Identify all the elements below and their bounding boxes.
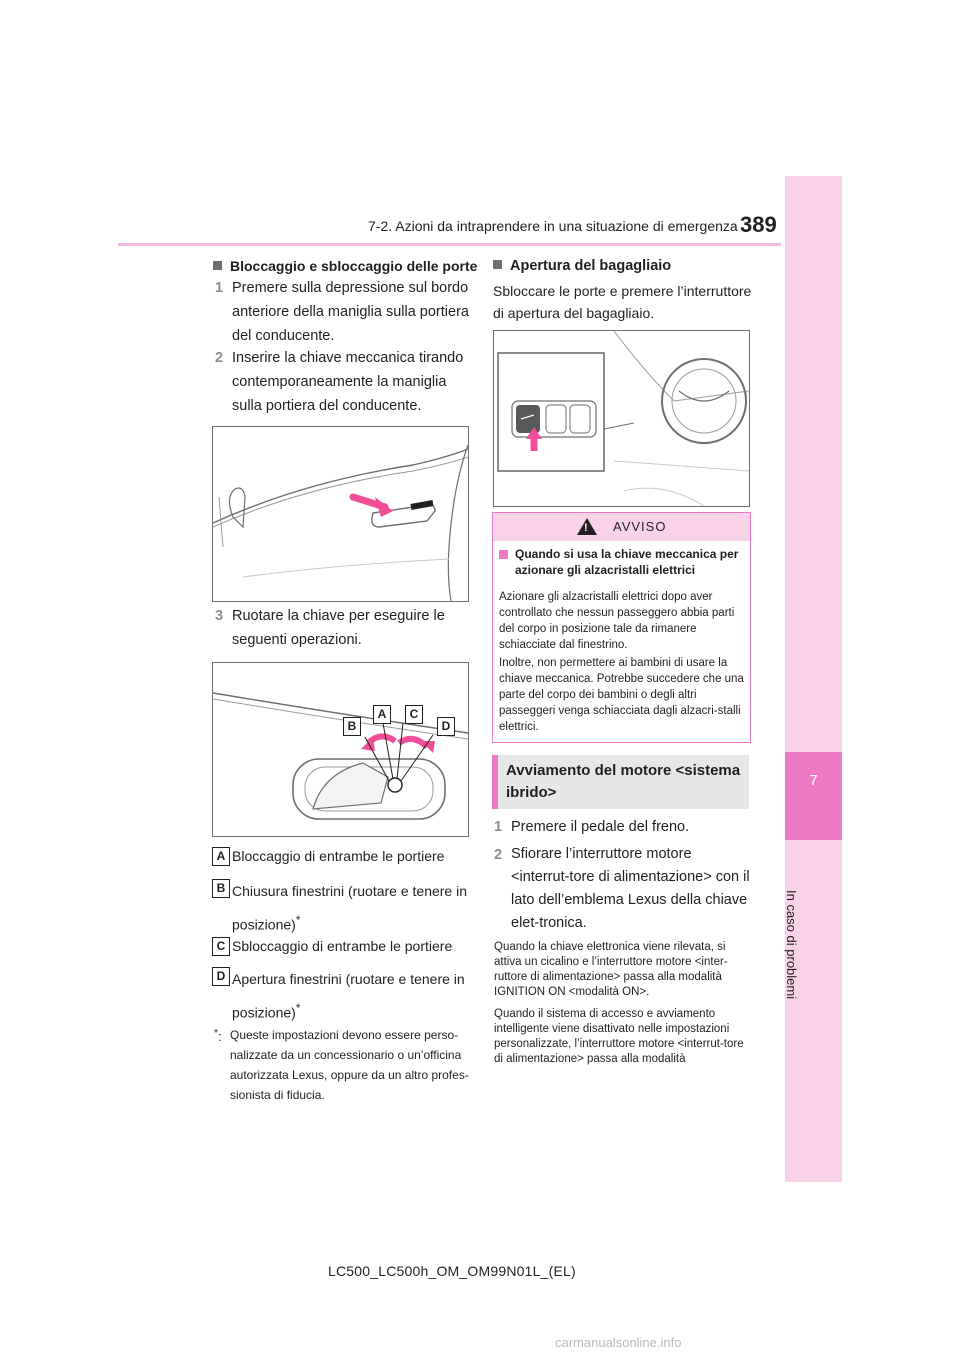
left-heading xyxy=(213,258,477,274)
warning-subheading: Quando si usa la chiave meccanica per azionare gli alzacristalli elettrici xyxy=(515,547,739,577)
step-number: 1 xyxy=(494,819,503,835)
step-text: Premere sulla depressione sul bordo anteriore della maniglia sulla portiera del conducente. xyxy=(232,280,469,344)
trunk-opener-illustration xyxy=(493,330,750,507)
header-rule xyxy=(118,243,781,246)
legend-badge: D xyxy=(212,967,230,986)
key-rotation-illustration xyxy=(212,662,469,837)
step-text: Premere il pedale del freno. xyxy=(511,819,690,835)
footnote-colon: : xyxy=(218,1030,222,1045)
door-handle-illustration xyxy=(212,426,469,602)
exclamation-icon: ! xyxy=(584,522,588,534)
note-paragraph: Quando il sistema di accesso e avviamento intelligente viene disattivato nelle impostazioni personalizzate, l’interruttore motore <interrut-tore di alimentazione> passa alla modalità xyxy=(494,1008,744,1065)
trunk-intro-text: Sbloccare le porte e premere l’interruttore di apertura del bagagliaio. xyxy=(493,283,752,321)
legend-text: Bloccaggio di entrambe le portiere xyxy=(232,848,445,864)
legend-footnote-mark: * xyxy=(295,914,301,927)
chapter-label-wrap xyxy=(784,890,817,1050)
figure-callout-c: C xyxy=(405,705,423,724)
legend-footnote-mark: * xyxy=(295,1002,301,1015)
step-text: Ruotare la chiave per eseguire le seguenti operazioni. xyxy=(232,608,445,648)
warning-header xyxy=(493,513,750,541)
chapter-number: 7 xyxy=(809,772,818,789)
square-bullet-icon xyxy=(213,261,222,270)
step-item xyxy=(215,346,475,418)
step-number: 1 xyxy=(215,280,224,296)
step-text: Inserire la chiave meccanica tirando contemporaneamente la maniglia sulla portiera del conducente. xyxy=(232,350,464,414)
page-number: 389 xyxy=(740,212,777,237)
legend-text: Sbloccaggio di entrambe le portiere xyxy=(232,938,453,954)
step-number: 2 xyxy=(494,847,503,863)
step-number: 2 xyxy=(215,350,224,366)
chapter-label: In caso di problemi xyxy=(784,890,799,1000)
right-heading-text: Apertura del bagagliaio xyxy=(510,258,672,274)
left-heading-text: Bloccaggio e sbloccaggio delle porte xyxy=(230,258,478,274)
key-rotation-drawing xyxy=(213,663,468,836)
legend-badge: A xyxy=(212,847,230,866)
section-header-title: 7-2. Azioni da intraprendere in una situazione di emergenza xyxy=(368,218,738,234)
legend-text: Chiusura finestrini (ruotare e tenere in posizione) xyxy=(232,883,468,933)
note-paragraph: Quando la chiave elettronica viene rilevata, si attiva un cicalino e l’interruttore motore <inter-ruttore di alimentazione> passa alla modalità IGNITION ON <modalità ON>. xyxy=(494,941,728,998)
warning-box xyxy=(492,512,751,743)
door-handle-drawing xyxy=(213,427,468,601)
warning-body-2: Inoltre, non permettere ai bambini di usare la chiave meccanica. Potrebbe succedere che una parte del corpo dei bambini o degli altri passeggeri venga schiacciata dagli alzacri-stalli elettrici. xyxy=(499,657,744,733)
footer-model-code: LC500_LC500h_OM_OM99N01L_(EL) xyxy=(328,1263,576,1279)
step-item xyxy=(215,276,475,348)
footnote-text: Queste impostazioni devono essere perso-nalizzate da un concessionario o un’officina autorizzata Lexus, oppure da un altro profes-sionista di fiducia. xyxy=(230,1028,469,1102)
figure-callout-b: B xyxy=(343,717,361,736)
section-title-bar xyxy=(492,755,749,809)
watermark-text: carmanualsonline.info xyxy=(555,1335,682,1350)
step-item xyxy=(494,815,754,841)
footnote-asterisk: * xyxy=(214,1028,219,1039)
square-bullet-icon xyxy=(493,260,502,269)
chapter-number-tab[interactable] xyxy=(785,752,842,840)
legend-text: Apertura finestrini (ruotare e tenere in posizione) xyxy=(232,971,465,1021)
trunk-opener-drawing xyxy=(494,331,749,506)
warning-body-1: Azionare gli alzacristalli elettrici dopo aver controllato che nessun passeggero abbia parti del corpo in posizione tale da rimanere schiacciate dal finestrino. xyxy=(499,591,735,651)
step-item xyxy=(494,843,754,939)
legend-badge: B xyxy=(212,879,230,898)
section-title: Avviamento del motore <sistema ibrido> xyxy=(506,762,741,801)
figure-callout-a: A xyxy=(373,705,391,724)
step-text: Sfiorare l’interruttore motore <interrut-tore di alimentazione> con il lato dell’emblema Lexus della chiave elet-tronica. xyxy=(511,846,750,931)
step-item xyxy=(215,604,475,652)
step-number: 3 xyxy=(215,608,224,624)
legend-badge: C xyxy=(212,937,230,956)
figure-callout-d: D xyxy=(437,717,455,736)
right-heading xyxy=(493,258,671,274)
warning-label: AVVISO xyxy=(613,519,667,534)
